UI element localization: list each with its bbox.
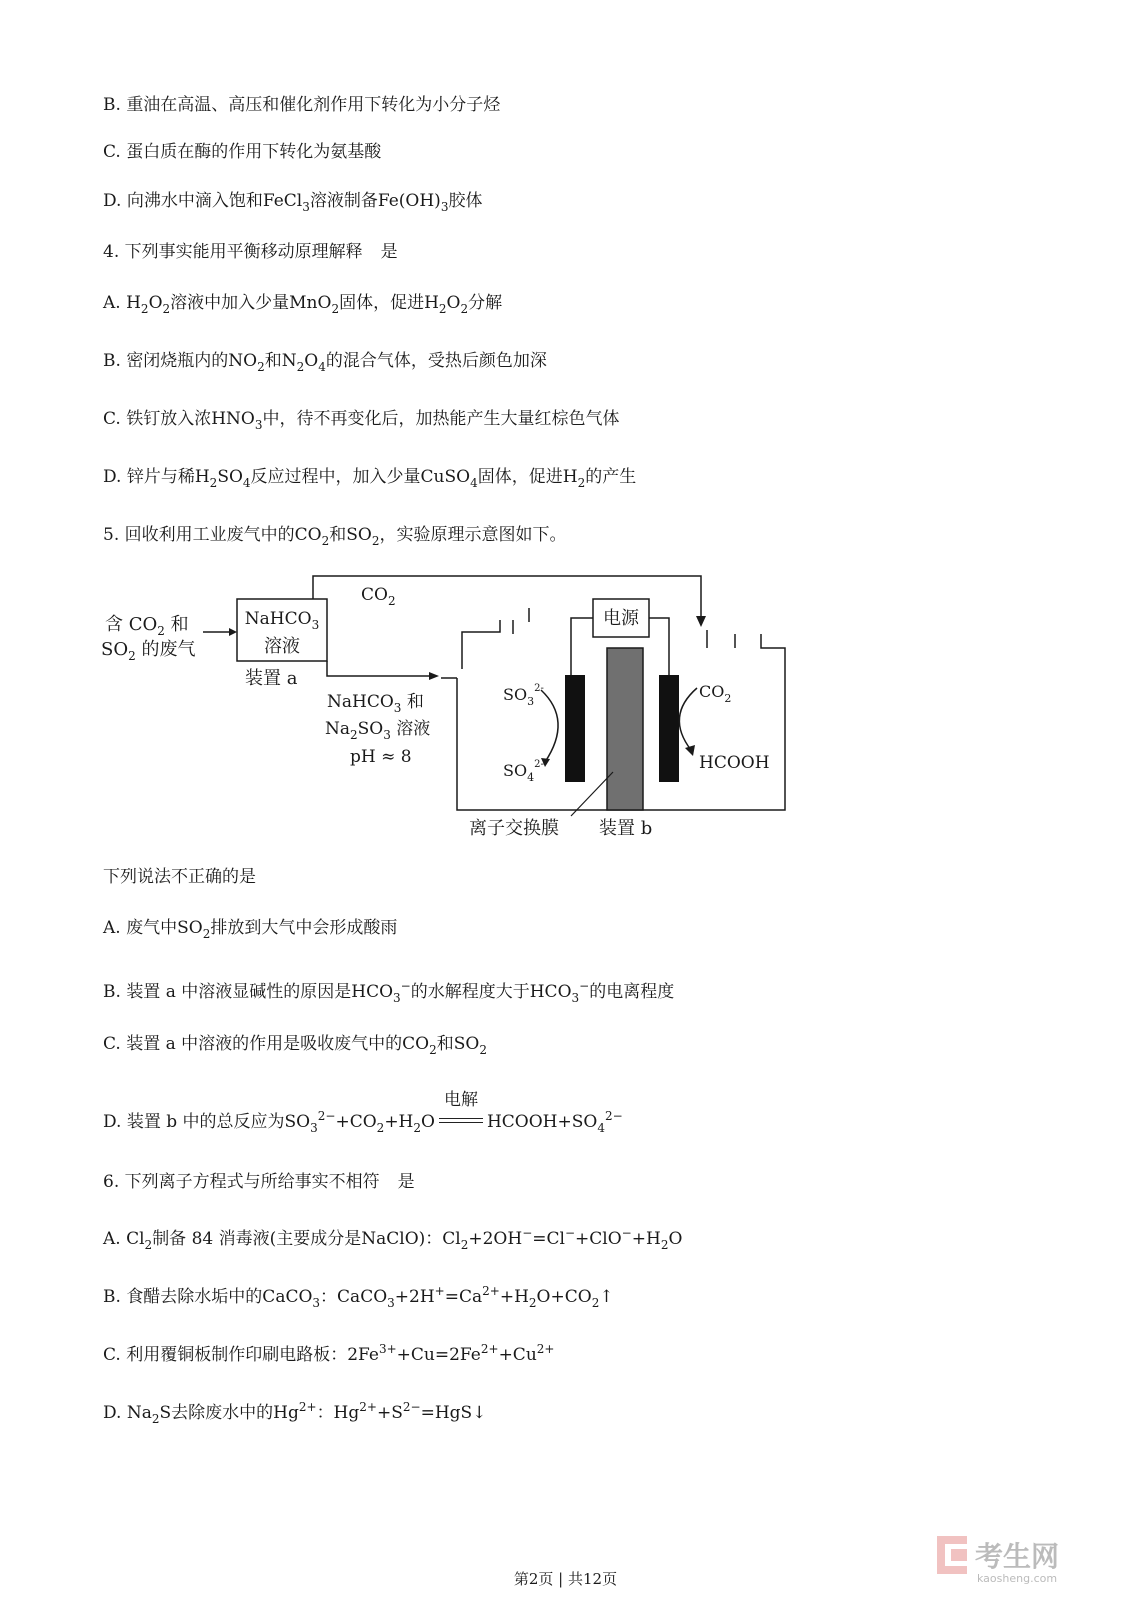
subscript: 3	[312, 1296, 321, 1310]
text: 密闭烧瓶内的NO	[126, 351, 258, 371]
text: O	[304, 351, 319, 371]
subscript: 2	[140, 302, 149, 316]
text: +ClO	[575, 1229, 622, 1249]
text: SO	[217, 467, 243, 487]
membrane-label: 离子交换膜	[469, 818, 559, 839]
superscript: 2+	[480, 1342, 499, 1356]
device-b-label: 装置 b	[599, 818, 653, 839]
q5-option-d	[103, 1090, 623, 1140]
text: Cl	[126, 1229, 145, 1249]
question-stem-end: 是	[397, 1172, 415, 1192]
superscript: 2+	[482, 1284, 500, 1298]
option-label: B.	[103, 1287, 121, 1307]
superscript: 2−	[402, 1400, 421, 1414]
waste-gas-label-line2: $SO_2$ 的废气	[101, 639, 196, 663]
solution-label-line2: $Na_2SO_3$ 溶液	[325, 719, 431, 742]
option-label: A.	[103, 918, 121, 938]
option-text: 蛋白质在酶的作用下转化为氨基酸	[126, 142, 382, 162]
q4-option-a	[103, 291, 502, 321]
q6-option-a	[103, 1221, 682, 1257]
superscript: −	[564, 1226, 576, 1240]
cathode-wire	[649, 618, 669, 675]
feed-arrowhead	[429, 672, 439, 680]
text: 食醋去除水垢中的CaCO	[126, 1287, 313, 1307]
text: 装置 a 中溶液的作用是吸收废气中的CO	[126, 1034, 430, 1054]
watermark-text: 考生网	[975, 1540, 1060, 1573]
option-label: C.	[103, 142, 121, 162]
subscript: 4	[597, 1121, 605, 1135]
anode-reaction-arrow	[541, 690, 558, 762]
condition-label: 电解	[443, 1090, 478, 1110]
q6-option-c	[103, 1337, 554, 1367]
superscript: 3+	[378, 1342, 397, 1356]
option-label: A.	[103, 1229, 121, 1249]
subscript: 2	[144, 1238, 153, 1252]
solution-label-line1: NaHCO$_3$ 和	[327, 692, 424, 715]
text: S去除废水中的Hg	[159, 1403, 299, 1423]
text: 利用覆铜板制作印刷电路板：2Fe	[126, 1345, 379, 1365]
option-label: B.	[103, 95, 121, 115]
q4-option-d	[103, 465, 636, 495]
subscript: 2	[151, 1412, 160, 1426]
subscript: 3	[302, 200, 310, 214]
text: 制备 84 消毒液(主要成分是NaClO)：Cl	[152, 1229, 461, 1249]
subscript: 2	[528, 1296, 537, 1310]
sulfite-ion-label: $SO_3^{2-}$	[503, 683, 544, 708]
text: 铁钉放入浓HNO	[126, 409, 255, 429]
formula: Fe(OH)	[377, 191, 441, 211]
text: 装置 b 中的总反应为SO	[126, 1112, 311, 1132]
subscript: 2	[296, 360, 305, 374]
cell-left-inlet-wall	[462, 620, 500, 669]
watermark-url: kaosheng.com	[977, 1572, 1058, 1585]
subscript: 3	[387, 1296, 395, 1310]
waste-gas-label-line1: 含 $CO_2$ 和	[105, 614, 189, 638]
subscript: 4	[242, 476, 251, 490]
text: +CO	[335, 1112, 377, 1132]
q4-option-b	[103, 349, 547, 379]
text: +H	[499, 1287, 529, 1307]
text: 溶液中加入少量MnO	[170, 293, 332, 313]
q5-stem	[103, 523, 566, 553]
text: +Cu=2Fe	[396, 1345, 481, 1365]
text: O	[421, 1112, 435, 1132]
q4-option-c	[103, 407, 620, 437]
subscript: 2	[202, 927, 211, 941]
superscript: 2+	[359, 1400, 377, 1414]
text: 反应过程中，加入少量CuSO	[250, 467, 471, 487]
option-label: C.	[103, 1034, 121, 1054]
q3-option-d	[103, 189, 482, 219]
device-a-reagent-line1: NaHCO$_3$	[244, 609, 320, 632]
text: 和SO	[329, 525, 372, 545]
superscript: −	[400, 979, 411, 993]
text: 废气中SO	[126, 918, 203, 938]
text: 的产生	[585, 467, 637, 487]
text: 的电离程度	[589, 982, 675, 1002]
text: 排放到大气中会形成酸雨	[210, 918, 398, 938]
q5-option-a	[103, 916, 397, 946]
text: 溶液制备	[309, 191, 378, 211]
superscript: 2−	[604, 1109, 623, 1123]
cathode-reaction-arrow	[679, 688, 697, 750]
text: +2H	[394, 1287, 435, 1307]
superscript: 2+	[536, 1342, 555, 1356]
text: Na	[126, 1403, 152, 1423]
option-label: B.	[103, 982, 121, 1002]
superscript: 2+	[298, 1400, 317, 1414]
q5-option-b	[103, 974, 674, 1010]
question-stem: 4. 下列事实能用平衡移动原理解释	[103, 242, 363, 262]
text: 中，待不再变化后，加热能产生大量红棕色气体	[262, 409, 620, 429]
text: H	[126, 293, 141, 313]
co2-reactant-label: $CO_2$	[699, 682, 732, 705]
text: 固体，促进H	[477, 467, 578, 487]
ion-exchange-membrane	[607, 648, 643, 810]
text: ，实验原理示意图如下。	[379, 525, 567, 545]
text: =Cl	[532, 1229, 565, 1249]
power-source-label: 电源	[603, 608, 639, 629]
cathode-reaction-arrowhead	[685, 745, 695, 756]
subscript: 2	[660, 1238, 669, 1252]
subscript: 2	[438, 302, 447, 316]
solution-ph-label: pH ≈ 8	[350, 747, 412, 767]
superscript: −	[621, 1226, 632, 1240]
subscript: 2	[209, 476, 218, 490]
anode-wire	[571, 618, 593, 675]
subscript: 4	[318, 360, 326, 374]
subscript: 2	[413, 1121, 422, 1135]
subscript: 2	[321, 534, 330, 548]
option-label: D.	[103, 1112, 122, 1132]
text: ：CaCO	[320, 1287, 388, 1307]
text: +S	[376, 1403, 403, 1423]
text: +H	[384, 1112, 414, 1132]
anode-electrode	[565, 675, 585, 782]
q4-stem	[103, 240, 398, 264]
formula: FeCl	[262, 191, 303, 211]
text: 分解	[468, 293, 503, 313]
subscript: 2	[591, 1296, 600, 1310]
electrolysis-apparatus-diagram	[95, 572, 795, 847]
text: 固体，促进H	[339, 293, 439, 313]
co2-flow-label: $CO_2$	[361, 585, 396, 608]
feed-line	[327, 661, 431, 676]
text: +2OH	[468, 1229, 523, 1249]
q5-option-c	[103, 1032, 487, 1062]
text: 向沸水中滴入饱和	[126, 191, 263, 211]
device-a-label: 装置 a	[245, 668, 298, 689]
subscript: 2	[162, 302, 171, 316]
text: ：Hg	[316, 1403, 360, 1423]
text: =Ca	[444, 1287, 483, 1307]
q6-option-b	[103, 1279, 614, 1315]
option-text: 重油在高温、高压和催化剂作用下转化为小分子烃	[126, 95, 501, 115]
question-stem: 6. 下列离子方程式与所给事实不相符	[103, 1172, 380, 1192]
subscript: 2	[371, 534, 380, 548]
text: 锌片与稀H	[126, 467, 210, 487]
text: +Cu	[498, 1345, 537, 1365]
text: O+CO	[536, 1287, 592, 1307]
text: =HgS↓	[420, 1403, 487, 1423]
subscript: 3	[440, 200, 449, 214]
sulfate-ion-label: $SO_4^{2-}$	[503, 759, 544, 784]
subscript: 2	[460, 1238, 469, 1252]
subscript: 2	[429, 1043, 437, 1057]
text: 和SO	[436, 1034, 480, 1054]
text: +H	[631, 1229, 661, 1249]
text: ↑	[599, 1287, 614, 1307]
superscript: +	[434, 1284, 445, 1298]
co2-recycle-arrowhead	[696, 616, 706, 627]
text: HCOOH+SO	[486, 1112, 598, 1132]
option-label: A.	[103, 293, 121, 313]
text: 的混合气体，受热后颜色加深	[325, 351, 547, 371]
subscript: 2	[577, 476, 586, 490]
text: 5. 回收利用工业废气中的CO	[103, 525, 322, 545]
text: O	[148, 293, 163, 313]
option-label: D.	[103, 467, 122, 487]
subscript: 2	[331, 302, 340, 316]
cathode-electrode	[659, 675, 679, 782]
subscript: 3	[254, 418, 263, 432]
option-label: D.	[103, 191, 122, 211]
q3-option-c	[103, 140, 381, 164]
text: O	[446, 293, 461, 313]
subscript: 2	[460, 302, 469, 316]
superscript: −	[579, 979, 590, 993]
superscript: −	[522, 1226, 533, 1240]
q6-stem	[103, 1170, 415, 1194]
option-label: C.	[103, 1345, 121, 1365]
text: 装置 a 中溶液显碱性的原因是HCO	[126, 982, 394, 1002]
subscript: 3	[571, 991, 580, 1005]
text: 胶体	[448, 191, 483, 211]
subscript: 2	[479, 1043, 487, 1057]
q5-lead	[103, 865, 256, 889]
option-label: D.	[103, 1403, 122, 1423]
page-footer: 第2页 | 共12页	[513, 1570, 618, 1588]
electrolysis-condition	[437, 1090, 485, 1134]
question-lead: 下列说法不正确的是	[103, 867, 256, 887]
option-label: B.	[103, 351, 121, 371]
superscript: 2−	[317, 1109, 336, 1123]
q3-option-b	[103, 93, 500, 117]
subscript: 3	[393, 991, 401, 1005]
option-label: C.	[103, 409, 121, 429]
subscript: 2	[376, 1121, 385, 1135]
subscript: 4	[470, 476, 478, 490]
text: 和N	[264, 351, 297, 371]
question-stem-end: 是	[380, 242, 398, 262]
subscript: 3	[310, 1121, 318, 1135]
subscript: 2	[257, 360, 265, 374]
inlet-arrowhead	[229, 628, 237, 636]
formic-acid-label: HCOOH	[699, 753, 770, 773]
device-a-reagent-line2: 溶液	[264, 636, 300, 657]
text: O	[668, 1229, 683, 1249]
text: 的水解程度大于HCO	[410, 982, 572, 1002]
q6-option-d	[103, 1395, 486, 1431]
